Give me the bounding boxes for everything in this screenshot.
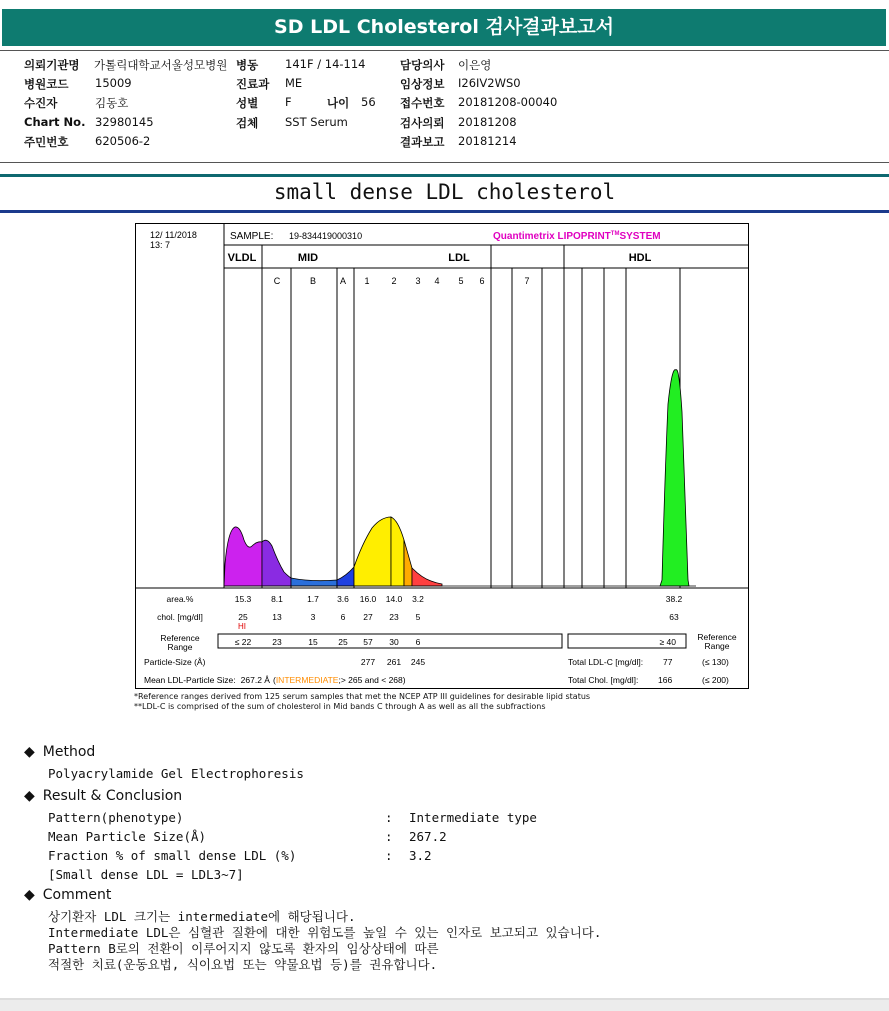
info-col2-row-label: 진료과 (236, 77, 270, 91)
info-col3-row (400, 134, 517, 150)
info-col1-row-value: 32980145 (95, 115, 154, 129)
sample-id: 19-834419000310 (289, 231, 363, 241)
info-col2-row-label: 검체 (236, 116, 259, 130)
ldl2-peak (404, 540, 412, 586)
result-row-label: Pattern(phenotype) (48, 810, 184, 825)
info-col1-row-value: 15009 (95, 76, 132, 90)
hdl-peak (660, 370, 689, 586)
info-col1-row (24, 95, 129, 111)
result-row-label: Mean Particle Size(Å) (48, 829, 207, 844)
info-col3-row-value: 20181208 (458, 115, 517, 129)
info-col3-row-label: 접수번호 (400, 96, 445, 110)
info-col3-row-value: 20181208-00040 (458, 95, 558, 109)
group-vldl: VLDL (227, 252, 257, 264)
info-col3-row-label: 결과보고 (400, 135, 445, 149)
diamond-bullet-icon: ◆ (24, 744, 35, 760)
info-col1-row-value: 620506-2 (95, 134, 151, 148)
info-col1-row-value: 김동호 (95, 96, 129, 110)
ref-row (235, 637, 421, 647)
area-hdl: 38.2 (665, 594, 683, 604)
ref-label-right-1: Reference (697, 632, 737, 642)
info-col1-row-label: 병원코드 (24, 77, 69, 91)
result-note: [Small dense LDL = LDL3~7] (48, 867, 244, 882)
result-row-value: 3.2 (409, 848, 432, 863)
report-subtitle: small dense LDL cholesterol (273, 180, 616, 204)
result-row-colon: : (385, 810, 393, 825)
chol-row (238, 612, 679, 622)
result-row-value: 267.2 (409, 829, 447, 844)
mid-b-peak (291, 578, 337, 586)
report-time: 13: 7 (150, 240, 171, 250)
band-label-2: 2 (391, 276, 397, 286)
result-row-colon: : (385, 848, 393, 863)
footnote-1: *Reference ranges derived from 125 serum samples that met the NCEP ATP III guidelines for desirable lipid status (134, 692, 591, 701)
group-ldl: LDL (448, 252, 470, 264)
info-col1-row-label: 의뢰기관명 (24, 58, 80, 72)
densitogram (224, 370, 696, 586)
band-label-6: 6 (479, 276, 485, 286)
chol-cell: 13 (272, 612, 282, 622)
ref-label-right-2: Range (704, 641, 730, 651)
particle-cell: 245 (410, 657, 426, 667)
info-col3-row (400, 95, 558, 111)
ref-cell: 25 (338, 637, 348, 647)
diamond-bullet-icon: ◆ (24, 887, 35, 903)
info-col1-row (24, 76, 132, 92)
hi-flag: HI (238, 622, 246, 631)
sample-label: SAMPLE: (230, 231, 274, 242)
info-col2-row (236, 57, 366, 73)
group-mid: MID (297, 252, 319, 264)
particle-label: Particle-Size (Å) (144, 657, 206, 667)
chol-cell: 6 (340, 612, 346, 622)
info-col1-row-label: Chart No. (24, 115, 86, 129)
band-label-A: A (339, 276, 347, 286)
area-cell: 8.1 (271, 594, 283, 604)
ref-label-line2: Range (167, 642, 193, 652)
footnote-2: **LDL-C is comprised of the sum of cholesterol in Mid bands C through A as well as all the subfractions (134, 702, 546, 711)
comment-line-3: Pattern B로의 전환이 이루어지지 않도록 환자의 임상상태에 따른 (48, 941, 439, 956)
result-row-colon: : (385, 829, 393, 844)
area-cell: 3.6 (337, 594, 349, 604)
header-divider-top (0, 50, 889, 51)
area-label: area.% (166, 594, 194, 604)
ldl3-peak (412, 568, 442, 586)
result-row-value: Intermediate type (409, 810, 537, 825)
section-rule-teal (0, 174, 889, 177)
info-age-label: 나이 (327, 96, 350, 110)
mid-c-peak (262, 540, 291, 586)
info-age (327, 95, 376, 111)
total-chol-value: 166 (658, 675, 673, 685)
chol-label: chol. [mg/dl] (157, 612, 203, 622)
info-col1-row-label: 주민번호 (24, 135, 69, 149)
lipoprint-chart (136, 224, 748, 688)
header-divider-bottom (0, 162, 889, 163)
info-col1-row (24, 115, 154, 129)
info-col3-row-value: I26IV2WS0 (458, 76, 521, 90)
comment-line-2: Intermediate LDL은 심혈관 질환에 대한 위험도를 높일 수 있는 인자로 보고되고 있습니다. (48, 925, 602, 940)
brand-logo: Quantimetrix LIPOPRINT™SYSTEM (493, 231, 661, 242)
chol-cell: 25 (238, 612, 248, 622)
area-cell: 15.3 (234, 594, 252, 604)
total-chol-ref: (≤ 200) (702, 675, 729, 685)
page-title: SD LDL Cholesterol 검사결과보고서 (2, 9, 886, 46)
info-col3-row-value: 20181214 (458, 134, 517, 148)
area-cell: 16.0 (359, 594, 377, 604)
band-label-C: C (273, 276, 281, 286)
chol-hdl: 63 (669, 612, 679, 622)
mid-a-peak (337, 567, 354, 586)
info-col2-row-label: 병동 (236, 58, 259, 72)
info-col3-row (400, 115, 517, 131)
method-heading: ◆ Method (24, 744, 96, 760)
particle-cell: 277 (360, 657, 376, 667)
total-chol-label: Total Chol. [mg/dl]: (568, 675, 639, 685)
ref-cell: 23 (272, 637, 282, 647)
total-ldl-label: Total LDL-C [mg/dl]: (568, 657, 644, 667)
total-ldl-value: 77 (663, 657, 673, 667)
band-label-3: 3 (415, 276, 421, 286)
info-col3-row (400, 76, 521, 92)
info-col2-row-label: 성별 (236, 96, 259, 110)
method-text: Polyacrylamide Gel Electrophoresis (48, 766, 304, 781)
area-cell: 14.0 (385, 594, 403, 604)
report-date: 12/ 11/2018 (150, 230, 197, 240)
vldl-peak (224, 527, 262, 586)
info-col3-row-label: 임상정보 (400, 77, 445, 91)
band-label-4: 4 (434, 276, 440, 286)
info-col3-row-label: 검사의뢰 (400, 116, 445, 130)
result-row-label: Fraction % of small dense LDL (%) (48, 848, 297, 863)
info-col1-row (24, 57, 228, 73)
chol-cell: 3 (310, 612, 316, 622)
info-col2-row-value: SST Serum (285, 115, 348, 129)
area-cell: 1.7 (307, 594, 319, 604)
info-col3-row-label: 담당의사 (400, 58, 445, 72)
ref-label-line1: Reference (160, 633, 200, 643)
info-col2-row (236, 95, 292, 111)
group-hdl: HDL (628, 252, 652, 264)
info-col1-row-label: 수진자 (24, 96, 58, 110)
info-col2-row (236, 115, 348, 131)
area-row (235, 594, 683, 604)
info-col2-row-value: 141F / 14-114 (285, 57, 366, 71)
info-col2-row-value: F (285, 95, 292, 109)
info-col1-row-value: 가톨릭대학교서울성모병원 (94, 58, 228, 72)
ref-hdl: ≥ 40 (659, 637, 676, 647)
comment-heading: ◆ Comment (24, 887, 112, 903)
ref-cell: 6 (415, 637, 421, 647)
ref-cell: 57 (363, 637, 373, 647)
info-col1-row (24, 134, 151, 150)
result-heading: ◆ Result & Conclusion (24, 788, 183, 804)
info-col3-row (400, 57, 492, 73)
mean-ldl-line: Mean LDL-Particle Size: 267.2 Å (INTERMEDIATE;> 265 and < 268) (144, 675, 406, 685)
info-col2-row-value: ME (285, 76, 303, 90)
lipoprint-report (135, 223, 749, 689)
ref-cell: ≤ 22 (234, 637, 252, 647)
chol-cell: 23 (389, 612, 399, 622)
band-dividers (224, 245, 680, 588)
chol-cell: 27 (363, 612, 373, 622)
band-label-1: 1 (364, 276, 370, 286)
total-ldl-ref: (≤ 130) (702, 657, 729, 667)
chol-cell: 5 (415, 612, 421, 622)
info-col3-row-value: 이은영 (458, 58, 492, 72)
info-age-value: 56 (361, 95, 376, 109)
band-label-5: 5 (458, 276, 464, 286)
particle-row (361, 657, 425, 667)
page-bottom-rule (0, 998, 889, 1000)
band-label-B: B (309, 276, 317, 286)
comment-line-4: 적절한 치료(운동요법, 식이요법 또는 약물요법 등)를 권유합니다. (48, 957, 438, 972)
ref-cell: 15 (308, 637, 318, 647)
info-col2-row (236, 76, 303, 92)
ref-cell: 30 (389, 637, 399, 647)
area-cell: 3.2 (412, 594, 424, 604)
comment-line-1: 상기환자 LDL 크기는 intermediate에 해당됩니다. (48, 909, 356, 924)
ldl1-peak-b (391, 517, 404, 586)
band-label-7: 7 (524, 276, 530, 286)
section-rule-navy (0, 210, 889, 213)
particle-cell: 261 (386, 657, 402, 667)
ldl1-peak (354, 517, 391, 586)
diamond-bullet-icon: ◆ (24, 788, 35, 804)
